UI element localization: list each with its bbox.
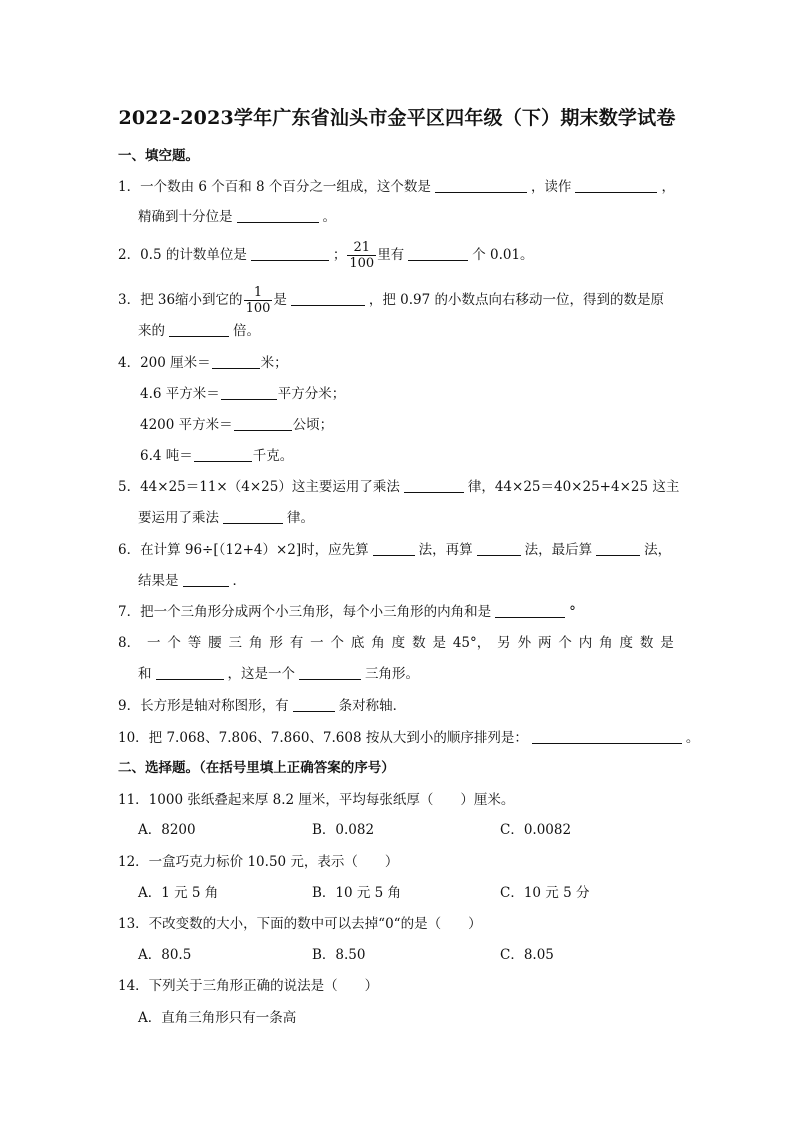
question-text: 和	[138, 666, 152, 682]
answer-blank[interactable]	[299, 665, 361, 680]
question-text: °	[569, 604, 576, 620]
answer-blank[interactable]	[234, 416, 292, 431]
question-8-glyph: 一	[146, 635, 161, 651]
page-title: 2022-2023学年广东省汕头市金平区四年级（下）期末数学试卷	[118, 107, 676, 129]
option-c[interactable]: C．10 元 5 分	[500, 885, 590, 901]
question-8-glyph: 个	[558, 635, 572, 651]
option-c[interactable]: C．0.0082	[500, 822, 572, 838]
question-text: 3．把 36缩小到它的	[118, 292, 243, 308]
question-8-glyph: 数	[639, 635, 654, 651]
question-8-glyph: 角	[599, 635, 613, 651]
answer-blank[interactable]	[223, 509, 283, 524]
option-a[interactable]: A．1 元 5 角	[138, 885, 219, 901]
question-text: 精确到十分位是	[138, 209, 233, 225]
question-8-glyph: 底	[350, 635, 365, 651]
question-8-glyph: 有	[289, 635, 304, 651]
question-text: ；	[332, 247, 347, 263]
question-12-stem: 12．一盒巧克力标价 10.50 元，表示（ ）	[118, 854, 399, 870]
answer-blank[interactable]	[169, 322, 229, 337]
answer-blank[interactable]	[183, 572, 229, 587]
question-text: 4200 平方米＝	[140, 417, 233, 433]
question-text: 4．200 厘米＝	[118, 355, 211, 371]
question-text: ，读作	[530, 179, 572, 195]
question-11-stem: 11．1000 张纸叠起来厚 8.2 厘米，平均每张纸厚（ ）厘米。	[118, 792, 515, 808]
question-text: ．	[232, 573, 246, 589]
question-8-glyph: 个	[167, 635, 181, 651]
question-8-glyph: 一	[310, 635, 324, 651]
question-text: 个 0.01。	[472, 247, 534, 263]
question-8-glyph: 等	[187, 635, 202, 651]
answer-blank[interactable]	[291, 291, 365, 306]
question-text: 平方分米；	[277, 386, 346, 402]
fraction-denominator: 100	[349, 256, 375, 271]
answer-blank[interactable]	[156, 665, 224, 680]
question-8-glyph: 是	[432, 635, 446, 651]
question-text: 条对称轴．	[338, 698, 407, 714]
section-heading-multiple-choice: 二、选择题。（在括号里填上正确答案的序号）	[118, 760, 395, 776]
question-text: 里有	[377, 247, 405, 263]
question-8-line-1	[118, 633, 674, 653]
question-text: 5．44×25＝11×（4×25）这主要运用了乘法	[118, 479, 400, 495]
question-1-line-1	[118, 177, 675, 197]
answer-blank[interactable]	[212, 354, 260, 369]
question-text: 2．0.5 的计数单位是	[118, 247, 247, 263]
question-text: 倍。	[233, 323, 260, 339]
option-b[interactable]: B．0.082	[312, 822, 375, 838]
fraction	[244, 285, 273, 316]
question-13-stem: 13．不改变数的大小，下面的数中可以去掉“0“的是（ ）	[118, 916, 482, 932]
answer-blank[interactable]	[435, 178, 527, 193]
question-text: 法，	[644, 542, 672, 558]
section-heading-fill-in: 一、填空题。	[118, 148, 199, 164]
question-text: ，这是一个	[227, 666, 295, 682]
answer-blank[interactable]	[373, 541, 415, 556]
answer-blank[interactable]	[495, 603, 565, 618]
question-8-glyph: 三	[228, 635, 243, 651]
question-9	[118, 696, 406, 716]
question-10	[118, 728, 699, 748]
question-text: 法，最后算	[524, 542, 593, 558]
question-8-glyph: 角	[371, 635, 385, 651]
question-4-line-1	[118, 353, 288, 373]
question-8-glyph: 形	[269, 635, 283, 651]
question-text: 三角形。	[365, 666, 419, 682]
question-8-glyph: 45°，	[452, 635, 491, 651]
question-8-glyph: 8．	[118, 635, 141, 651]
question-text: ，	[661, 179, 675, 195]
answer-blank[interactable]	[575, 178, 657, 193]
question-8-glyph: 内	[578, 635, 593, 651]
answer-blank[interactable]	[293, 697, 335, 712]
question-5-line-1	[118, 477, 679, 497]
answer-blank[interactable]	[194, 447, 252, 462]
question-text: 9．长方形是轴对称图形，有	[118, 698, 289, 714]
question-text: 6.4 吨＝	[140, 448, 193, 464]
question-4-line-2	[140, 384, 345, 404]
question-text: 来的	[138, 323, 165, 339]
question-2	[118, 240, 534, 271]
question-text: 是	[273, 292, 287, 308]
question-8-glyph: 个	[330, 635, 344, 651]
fraction-numerator: 21	[347, 240, 376, 256]
question-6-line-1	[118, 540, 671, 560]
question-text: 千克。	[252, 448, 294, 464]
question-4-line-3	[140, 415, 333, 435]
question-8-glyph: 数	[412, 635, 426, 651]
question-text: 。	[685, 730, 700, 746]
question-5-line-2	[138, 508, 314, 528]
option-b[interactable]: B．8.50	[312, 947, 366, 963]
question-text: 公顷；	[292, 417, 334, 433]
option-b[interactable]: B．10 元 5 角	[312, 885, 402, 901]
question-text: 1．一个数由 6 个百和 8 个百分之一组成，这个数是	[118, 179, 431, 195]
question-3-line-1	[118, 285, 664, 316]
answer-blank[interactable]	[596, 541, 640, 556]
answer-blank[interactable]	[221, 385, 277, 400]
option-a[interactable]: A．8200	[138, 822, 196, 838]
question-text: 米；	[260, 355, 288, 371]
answer-blank[interactable]	[408, 246, 468, 261]
question-text: 律。	[287, 510, 314, 526]
question-text: ，把 0.97 的小数点向右移动一位，得到的数是原	[368, 292, 665, 308]
question-text: 。	[322, 209, 336, 225]
question-text: 结果是	[138, 573, 179, 589]
answer-blank[interactable]	[404, 478, 464, 493]
option-c[interactable]: C．8.05	[500, 947, 554, 963]
question-8-glyph: 是	[660, 635, 674, 651]
answer-blank[interactable]	[477, 541, 521, 556]
question-3-line-2	[138, 321, 260, 341]
question-8-glyph: 腰	[208, 635, 222, 651]
answer-blank[interactable]	[251, 246, 329, 261]
option-a[interactable]: A．直角三角形只有一条高	[138, 1010, 297, 1026]
question-text: 10．把 7.068、7.806、7.860、7.608 按从大到小的顺序排列是：	[118, 730, 528, 746]
question-text: 要运用了乘法	[138, 510, 219, 526]
question-text: 6．在计算 96÷[（12+4）×2]时，应先算	[118, 542, 369, 558]
answer-blank[interactable]	[532, 729, 682, 744]
question-8-glyph: 两	[537, 635, 552, 651]
question-4-line-4	[140, 446, 293, 466]
question-8-glyph: 度	[619, 635, 634, 651]
question-7	[118, 602, 576, 622]
question-14-stem: 14．下列关于三角形正确的说法是（ ）	[118, 978, 379, 994]
question-8-glyph: 外	[517, 635, 532, 651]
question-8-line-2	[138, 664, 419, 684]
fraction-numerator: 1	[244, 285, 273, 301]
option-a[interactable]: A．80.5	[138, 947, 192, 963]
question-text: 7．把一个三角形分成两个小三角形，每个小三角形的内角和是	[118, 604, 492, 620]
fraction-denominator: 100	[245, 301, 271, 316]
question-8-glyph: 另	[497, 635, 511, 651]
question-text: 律，44×25＝40×25+4×25 这主	[467, 479, 680, 495]
question-text: 法，再算	[418, 542, 473, 558]
question-6-line-2	[138, 571, 246, 591]
question-text: 4.6 平方米＝	[140, 386, 220, 402]
question-8-glyph: 角	[248, 635, 263, 651]
question-8-glyph: 度	[391, 635, 406, 651]
question-1-line-2	[138, 207, 336, 227]
fraction	[347, 240, 376, 271]
answer-blank[interactable]	[237, 208, 319, 223]
